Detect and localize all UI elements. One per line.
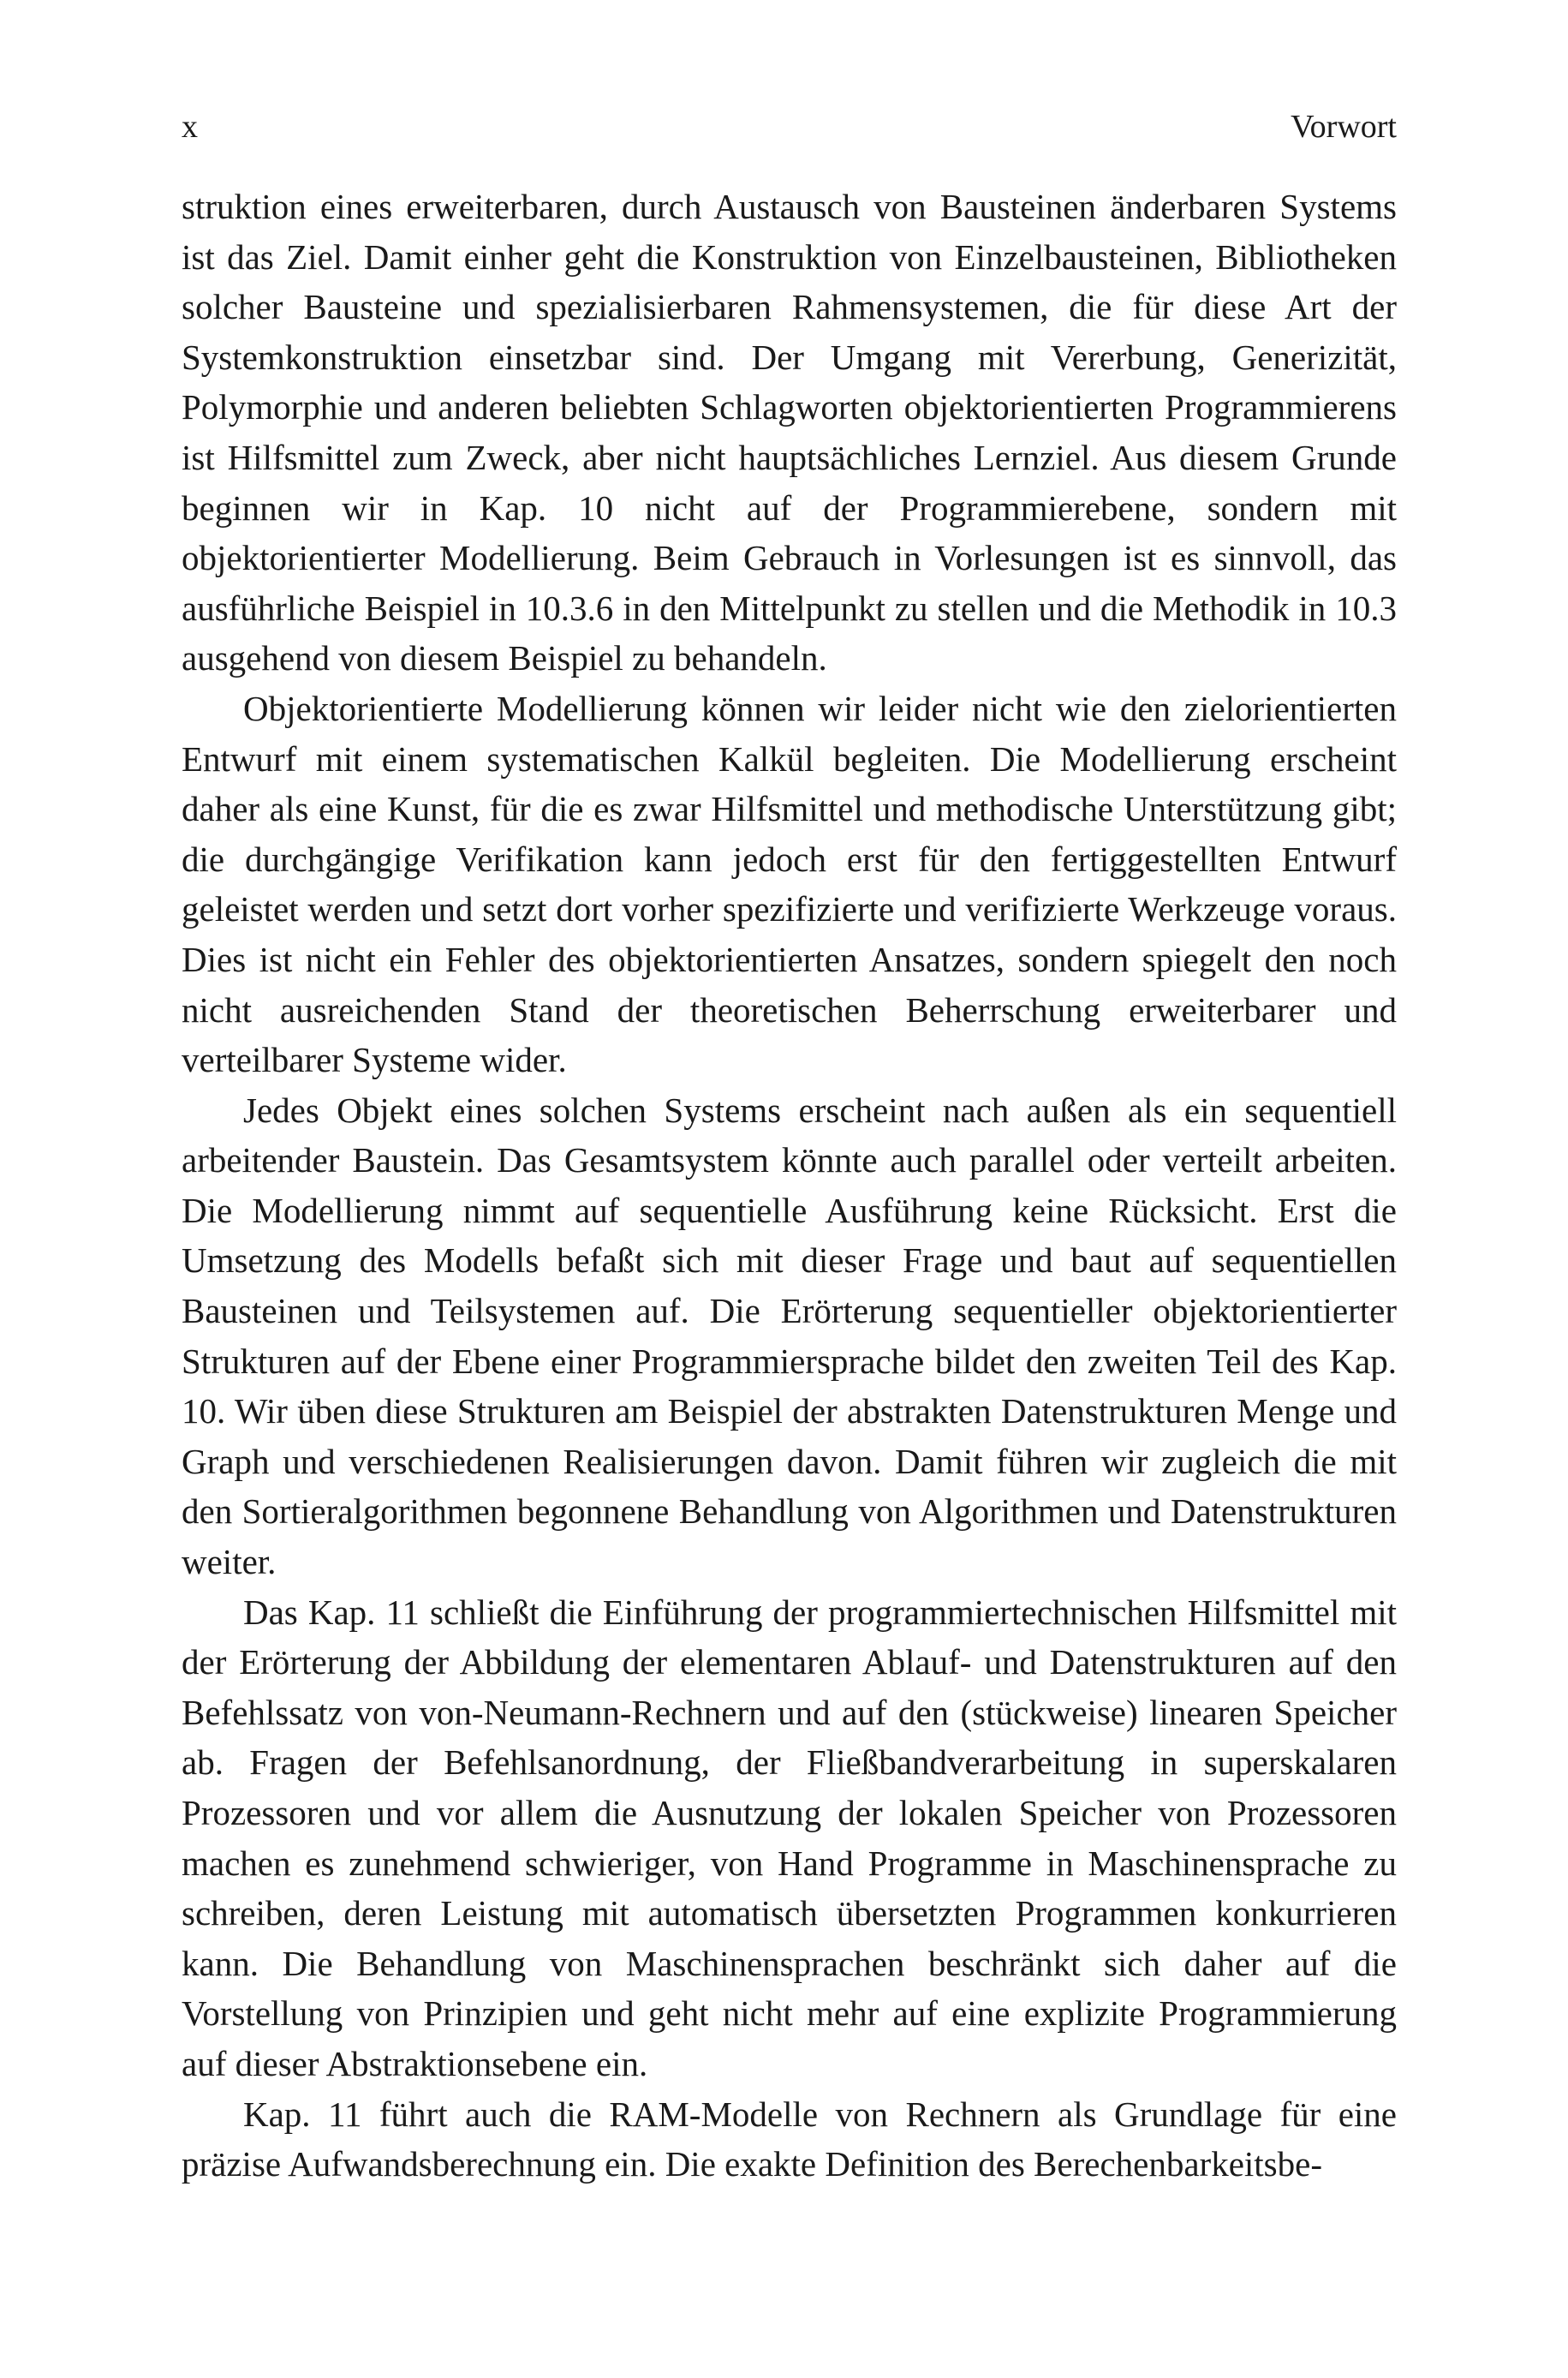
paragraph-1: struktion eines erweiterbaren, durch Austausch von Bausteinen änderbaren Systems ist das Ziel. Damit einher geht die Konstruktion von Einzelbausteinen, Bibliotheken solcher Bausteine und spezialisierbaren Rahmensystemen, die für diese Art der Systemkonstruktion einsetzbar sind. Der Umgang mit Vererbung, Generizität, Polymorphie und anderen beliebten Schlagworten objektorientierten Programmierens ist Hilfsmittel zum Zweck, aber nicht hauptsächliches Lernziel. Aus diesem Grunde beginnen wir in Kap. 10 nicht auf der Programmierebene, sondern mit objektorientierter Modellierung. Beim Gebrauch in Vorlesungen ist es sinnvoll, das ausführliche Beispiel in 10.3.6 in den Mittelpunkt zu stellen und die Methodik in 10.3 ausgehend von diesem Beispiel zu behandeln. — [182, 187, 1397, 678]
running-head — [182, 101, 1397, 152]
chapter-title: Vorwort — [1291, 109, 1397, 145]
paragraph-5: Kap. 11 führt auch die RAM-Modelle von Rechnern als Grundlage für eine präzise Aufwandsberechnung ein. Die exakte Definition des Berechenbarkeitsbe- — [182, 2094, 1397, 2184]
paragraph-4: Das Kap. 11 schließt die Einführung der programmiertechnischen Hilfsmittel mit der Erörterung der Abbildung der elementaren Ablauf- und Datenstrukturen auf den Befehlssatz von von-Neumann-Rechnern und auf den (stückweise) linearen Speicher ab. Fragen der Befehlsanordnung, der Fließbandverarbeitung in superskalaren Prozessoren und vor allem die Ausnutzung der lokalen Speicher von Prozessoren machen es zunehmend schwieriger, von Hand Programme in Maschinensprache zu schreiben, deren Leistung mit automatisch übersetzten Programmen konkurrieren kann. Die Behandlung von Maschinensprachen beschränkt sich daher auf die Vorstellung von Prinzipien und geht nicht mehr auf eine explizite Programmierung auf dieser Abstraktionsebene ein. — [182, 1592, 1397, 2083]
paragraph-2: Objektorientierte Modellierung können wir leider nicht wie den zielorientierten Entwurf mit einem systematischen Kalkül begleiten. Die Modellierung erscheint daher als eine Kunst, für die es zwar Hilfsmittel und methodische Unterstützung gibt; die durchgängige Verifikation kann jedoch erst für den fertiggestellten Entwurf geleistet werden und setzt dort vorher spezifizierte und verifizierte Werkzeuge voraus. Dies ist nicht ein Fehler des objektorientierten Ansatzes, sondern spiegelt den noch nicht ausreichenden Stand der theoretischen Beherrschung erweiterbarer und verteilbarer Systeme wider. — [182, 688, 1397, 1080]
paragraph-3: Jedes Objekt eines solchen Systems erscheint nach außen als ein sequentiell arbeitender Baustein. Das Gesamtsystem könnte auch parallel oder verteilt arbeiten. Die Modellierung nimmt auf sequentielle Ausführung keine Rücksicht. Erst die Umsetzung des Modells befaßt sich mit dieser Frage und baut auf sequentiellen Bausteinen und Teilsystemen auf. Die Erörterung sequentieller objektorientierter Strukturen auf der Ebene einer Programmiersprache bildet den zweiten Teil des Kap. 10. Wir üben diese Strukturen am Beispiel der abstrakten Datenstrukturen Menge und Graph und verschiedenen Realisierungen davon. Damit führen wir zugleich die mit den Sortieralgorithmen begonnene Behandlung von Algorithmen und Datenstrukturen weiter. — [182, 1090, 1397, 1582]
body-text — [182, 182, 1397, 2190]
page-number: x — [182, 109, 198, 145]
